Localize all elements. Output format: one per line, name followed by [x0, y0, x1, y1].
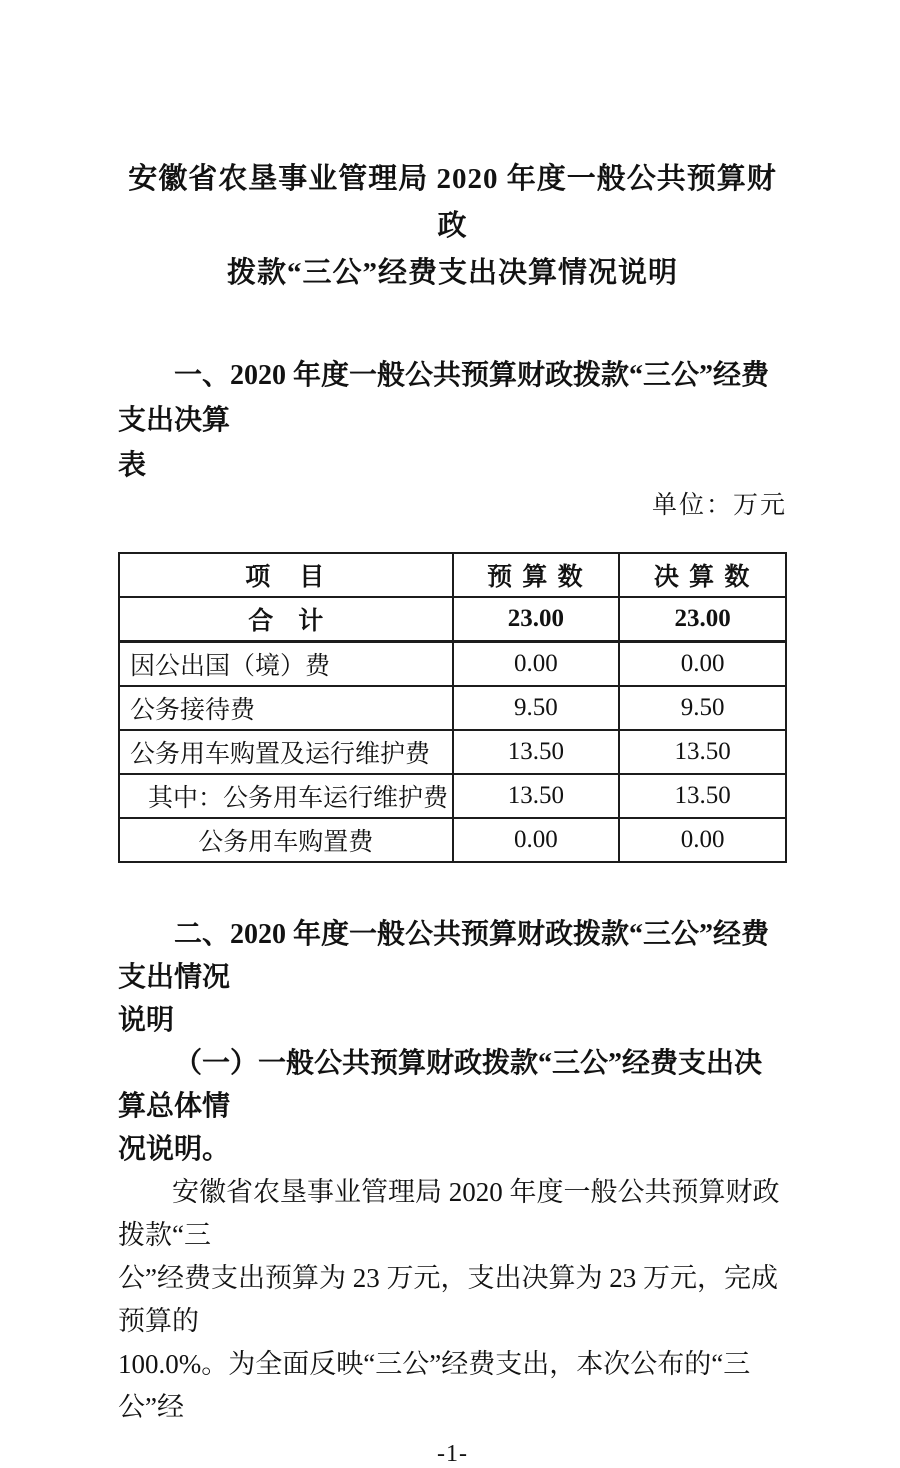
- section2-paragraph-line2: 公”经费支出预算为 23 万元，支出决算为 23 万元，完成预算的: [118, 1263, 778, 1336]
- row-item: 公务用车购置费: [119, 818, 453, 862]
- section1-heading-line1: 一、2020 年度一般公共预算财政拨款“三公”经费支出决算: [118, 360, 770, 436]
- page-number: -1-: [437, 1441, 468, 1467]
- row-item: 公务接待费: [119, 686, 453, 730]
- row-item: 公务用车购置及运行维护费: [119, 730, 453, 774]
- section2-heading-line2: 说明: [118, 1005, 175, 1036]
- row-budget: 0.00: [453, 818, 620, 862]
- row-budget: 13.50: [453, 774, 620, 818]
- table-row-vehicle-purchase: [119, 818, 786, 862]
- page-content: [0, 156, 900, 1468]
- header-final: 决 算 数: [619, 553, 786, 597]
- section2-paragraph-line3: 100.0%。为全面反映“三公”经费支出，本次公布的“三公”经: [118, 1349, 751, 1422]
- table-row-reception: [119, 686, 786, 730]
- table-header-row: [119, 553, 786, 597]
- document-page: [0, 156, 900, 1467]
- document-title: [118, 156, 787, 297]
- row-final: 13.50: [619, 774, 786, 818]
- header-item: 项 目: [119, 553, 453, 597]
- row-item: 因公出国（境）费: [119, 642, 453, 687]
- table-row-total: [119, 597, 786, 642]
- row-item: 其中：公务用车运行维护费: [119, 774, 453, 818]
- document-title-line2: 拨款“三公”经费支出决算情况说明: [226, 257, 678, 289]
- section1-heading: [118, 353, 787, 488]
- table-row-abroad: [119, 642, 786, 687]
- document-title-line1: 安徽省农垦事业管理局 2020 年度一般公共预算财政: [128, 163, 777, 242]
- row-budget: 0.00: [453, 642, 620, 687]
- row-final: 13.50: [619, 730, 786, 774]
- row-budget: 13.50: [453, 730, 620, 774]
- header-budget: 预 算 数: [453, 553, 620, 597]
- row-budget: 9.50: [453, 686, 620, 730]
- section2-heading-line1: 二、2020 年度一般公共预算财政拨款“三公”经费支出情况: [118, 919, 770, 993]
- section1-heading-line2: 表: [118, 450, 147, 481]
- row-budget: 23.00: [453, 597, 620, 642]
- row-item: 合 计: [119, 597, 453, 642]
- section2-subheading-line2: 况说明。: [118, 1134, 231, 1165]
- row-final: 0.00: [619, 642, 786, 687]
- expense-table: [118, 552, 787, 863]
- table-row-vehicle-operation: [119, 774, 786, 818]
- unit-label: 单位：万元: [651, 492, 787, 519]
- row-final: 0.00: [619, 818, 786, 862]
- row-final: 23.00: [619, 597, 786, 642]
- table-row-vehicle-total: [119, 730, 786, 774]
- section2-subheading-line1: （一）一般公共预算财政拨款“三公”经费支出决算总体情: [118, 1048, 763, 1122]
- section2-paragraph-line1: 安徽省农垦事业管理局 2020 年度一般公共预算财政拨款“三: [118, 1177, 780, 1250]
- section2: [118, 913, 787, 1429]
- row-final: 9.50: [619, 686, 786, 730]
